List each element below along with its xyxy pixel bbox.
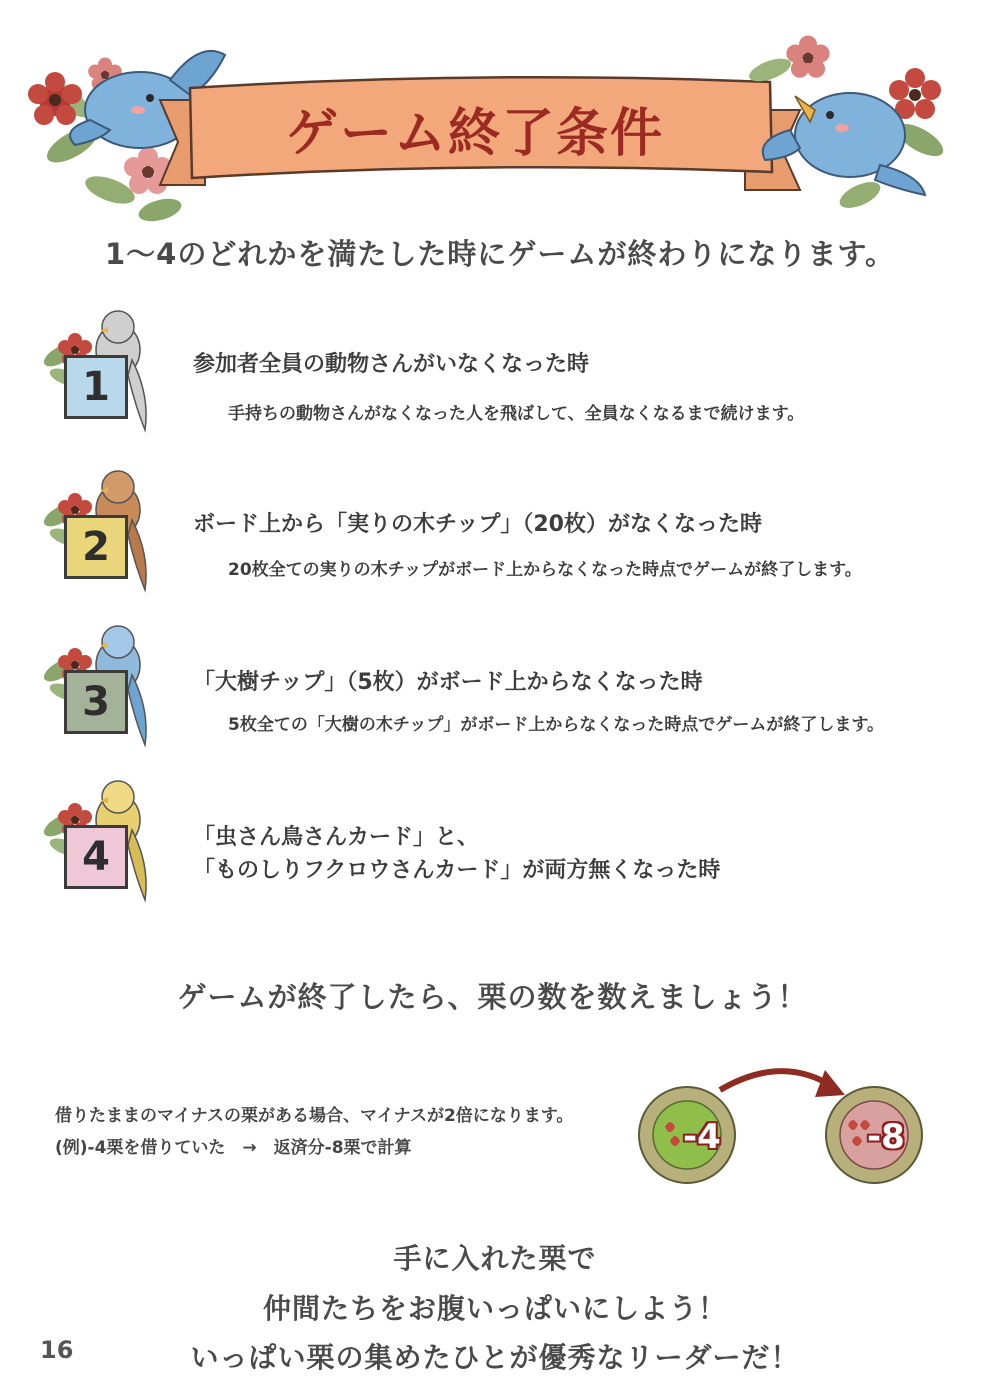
condition-title-line1: 「虫さん鳥さんカード」と、 <box>193 825 480 850</box>
minus-note-line1: 借りたままのマイナスの栗がある場合、マイナスが2倍になります。 <box>55 1106 574 1126</box>
condition-number-box <box>64 670 128 734</box>
condition-4 <box>0 765 1000 925</box>
arrow-head-icon <box>815 1070 845 1097</box>
minus-note-line2: (例)-4栗を借りていた → 返済分-8栗で計算 <box>55 1138 412 1158</box>
condition-title: 参加者全員の動物さんがいなくなった時 <box>193 352 590 377</box>
condition-number-box <box>64 355 128 419</box>
condition-title-line2: 「ものしりフクロウさんカード」が両方無くなった時 <box>193 858 721 883</box>
arrow-icon <box>720 1071 830 1090</box>
closing-line3: いっぱい栗の集めたひとが優秀なリーダーだ！ <box>190 1341 800 1374</box>
condition-title: 「大樹チップ」（5枚）がボード上からなくなった時 <box>193 670 703 695</box>
condition-4-icon <box>40 775 190 915</box>
page-number: 16 <box>40 1336 74 1364</box>
condition-number-box <box>64 825 128 889</box>
condition-number: 2 <box>82 524 110 570</box>
intro-text: 1〜4のどれかを満たした時にゲームが終わりになります。 <box>104 237 896 271</box>
count-instruction: ゲームが終了したら、栗の数を数えましょう！ <box>177 980 808 1014</box>
condition-number-box <box>64 515 128 579</box>
condition-1-icon <box>40 305 190 445</box>
page-title: ゲーム終了条件 <box>285 103 664 164</box>
condition-number: 3 <box>82 679 110 725</box>
closing-line1: 手に入れた栗で <box>393 1242 597 1275</box>
condition-detail: 手持ちの動物さんがなくなった人を飛ばして、全員なくなるまで続けます。 <box>228 404 805 424</box>
condition-2-icon <box>40 465 190 605</box>
chip-after-value: -8 <box>867 1117 905 1157</box>
condition-number: 1 <box>82 364 110 410</box>
chip-before-value: -4 <box>683 1117 721 1157</box>
condition-detail: 20枚全ての実りの木チップがボード上からなくなった時点でゲームが終了します。 <box>228 560 862 580</box>
condition-3 <box>0 610 1000 770</box>
condition-number: 4 <box>82 834 110 880</box>
condition-1 <box>0 295 1000 455</box>
condition-2 <box>0 455 1000 615</box>
closing-line2: 仲間たちをお腹いっぱいにしよう！ <box>262 1292 727 1325</box>
title-banner <box>0 0 1000 230</box>
condition-title: ボード上から「実りの木チップ」（20枚）がなくなった時 <box>193 512 762 537</box>
condition-3-icon <box>40 620 190 760</box>
condition-detail: 5枚全ての「大樹の木チップ」がボード上からなくなった時点でゲームが終了します。 <box>228 715 884 735</box>
